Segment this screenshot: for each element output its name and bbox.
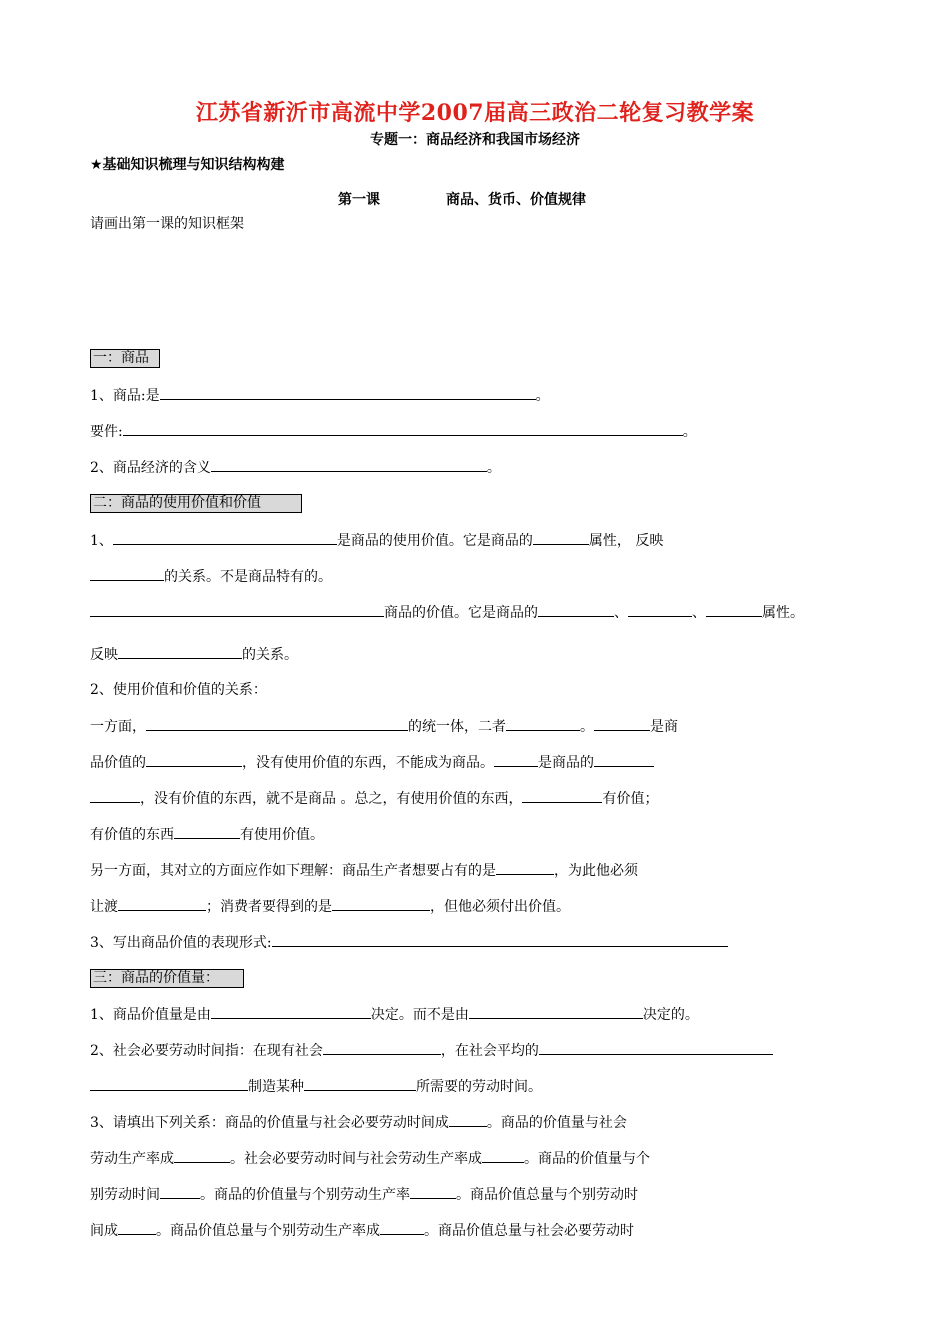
text: ，为此他必须 bbox=[554, 863, 638, 879]
line-relationship-2 bbox=[90, 752, 654, 773]
blank-field[interactable] bbox=[538, 602, 614, 617]
line-magnitude-5 bbox=[90, 1148, 650, 1169]
line-magnitude-3 bbox=[90, 1076, 542, 1097]
text: 的关系。不是商品特有的。 bbox=[164, 569, 332, 585]
blank-field[interactable] bbox=[539, 1040, 773, 1055]
text: 。 bbox=[486, 460, 501, 476]
line-relationship-title: 2、使用价值和价值的关系： bbox=[90, 682, 267, 698]
line-value-2 bbox=[90, 644, 298, 665]
text: 。 bbox=[535, 388, 550, 404]
blank-field[interactable] bbox=[628, 602, 692, 617]
line-relationship-4 bbox=[90, 824, 324, 845]
blank-field[interactable] bbox=[332, 896, 430, 911]
line-relationship-1 bbox=[90, 716, 678, 737]
text: 属性， 反映 bbox=[588, 533, 664, 549]
blank-field[interactable] bbox=[522, 788, 602, 803]
text: 是商 bbox=[650, 719, 678, 735]
blank-field[interactable] bbox=[174, 1148, 230, 1163]
line-use-value-2 bbox=[90, 566, 332, 587]
section-1-header bbox=[90, 348, 160, 368]
blank-field[interactable] bbox=[380, 1220, 424, 1235]
text: 决定。而不是由 bbox=[370, 1007, 469, 1023]
blank-field[interactable] bbox=[174, 824, 240, 839]
text: 。商品价值总量与个别劳动时 bbox=[456, 1187, 638, 1203]
text: 3、请填出下列关系：商品的价值量与社会必要劳动时间成 bbox=[90, 1115, 449, 1131]
text: 、 bbox=[614, 605, 628, 621]
line-magnitude-7 bbox=[90, 1220, 634, 1241]
text: 所需要的劳动时间。 bbox=[416, 1079, 542, 1095]
line-magnitude-2 bbox=[90, 1040, 773, 1061]
lesson-number: 第一课 bbox=[338, 192, 380, 208]
text: 让渡 bbox=[90, 899, 118, 915]
blank-field[interactable] bbox=[449, 1112, 487, 1127]
blank-field[interactable] bbox=[469, 1004, 643, 1019]
text: 劳动生产率成 bbox=[90, 1151, 174, 1167]
text: ，在社会平均的 bbox=[440, 1043, 539, 1059]
text: 决定的。 bbox=[642, 1007, 699, 1023]
line-magnitude-1 bbox=[90, 1004, 699, 1025]
section-3-header bbox=[90, 968, 244, 988]
blank-field[interactable] bbox=[410, 1184, 456, 1199]
blank-field[interactable] bbox=[160, 1184, 200, 1199]
text: 1、商品:是 bbox=[90, 388, 160, 404]
section-3-label: 三：商品的价值量： bbox=[90, 969, 244, 988]
blank-field[interactable] bbox=[90, 788, 140, 803]
blank-field[interactable] bbox=[118, 896, 206, 911]
blank-field[interactable] bbox=[494, 752, 538, 767]
text: 另一方面，其对立的方面应作如下理解：商品生产者想要占有的是 bbox=[90, 863, 496, 879]
text: 1、 bbox=[90, 533, 113, 549]
text: 的统一体，二者 bbox=[408, 719, 506, 735]
text: 1、商品价值量是由 bbox=[90, 1007, 211, 1023]
text: 3、写出商品价值的表现形式: bbox=[90, 935, 272, 951]
text: 有价值； bbox=[602, 791, 659, 807]
text: 。 bbox=[682, 424, 697, 440]
line-use-value bbox=[90, 530, 663, 551]
text: 。 bbox=[580, 719, 594, 735]
text: 有使用价值。 bbox=[240, 827, 324, 843]
text: ，但他必须付出价值。 bbox=[430, 899, 570, 915]
text: 。社会必要劳动时间与社会劳动生产率成 bbox=[230, 1151, 482, 1167]
blank-field[interactable] bbox=[146, 752, 242, 767]
text: 品价值的 bbox=[90, 755, 146, 771]
blank-field[interactable] bbox=[113, 530, 337, 545]
text: 商品的价值。它是商品的 bbox=[384, 605, 538, 621]
text: 一方面， bbox=[90, 719, 146, 735]
blank-field[interactable] bbox=[118, 644, 242, 659]
lesson-topic: 商品、货币、价值规律 bbox=[446, 192, 586, 208]
text: 是商品的 bbox=[538, 755, 594, 771]
line-value bbox=[90, 602, 804, 623]
line-value-form bbox=[90, 932, 728, 953]
text: 。商品价值总量与社会必要劳动时 bbox=[424, 1223, 634, 1239]
blank-field[interactable] bbox=[506, 716, 580, 731]
blank-field[interactable] bbox=[146, 716, 408, 731]
blank-field[interactable] bbox=[118, 1220, 156, 1235]
text: 。商品的价值量与社会 bbox=[486, 1115, 627, 1131]
section-2-label: 二：商品的使用价值和价值 bbox=[90, 494, 302, 513]
blank-field[interactable] bbox=[496, 860, 554, 875]
line-relationship-3 bbox=[90, 788, 658, 809]
section-heading: ★基础知识梳理与知识结构构建 bbox=[90, 157, 285, 173]
text: ，没有价值的东西，就不是商品 。总之，有使用价值的东西， bbox=[140, 791, 523, 807]
blank-field[interactable] bbox=[90, 1076, 248, 1091]
text: 的关系。 bbox=[242, 647, 298, 663]
line-economy-def bbox=[90, 457, 501, 478]
blank-field[interactable] bbox=[211, 1004, 371, 1019]
blank-field[interactable] bbox=[594, 752, 654, 767]
framework-prompt: 请画出第一课的知识框架 bbox=[90, 216, 244, 232]
text: 是商品的使用价值。它是商品的 bbox=[336, 533, 533, 549]
text: ；消费者要得到的是 bbox=[206, 899, 332, 915]
blank-field[interactable] bbox=[482, 1148, 524, 1163]
blank-field[interactable] bbox=[304, 1076, 416, 1091]
section-1-label: 一：商品 bbox=[90, 349, 160, 368]
text: 别劳动时间 bbox=[90, 1187, 160, 1203]
blank-field[interactable] bbox=[211, 457, 487, 472]
text: 属性。 bbox=[762, 605, 804, 621]
document-title: 江苏省新沂市高流中学2007届高三政治二轮复习教学案 bbox=[195, 100, 755, 126]
text: 。商品的价值量与个 bbox=[524, 1151, 650, 1167]
lesson-title bbox=[338, 189, 586, 209]
blank-field[interactable] bbox=[90, 602, 384, 617]
text: ，没有使用价值的东西，不能成为商品。 bbox=[242, 755, 494, 771]
line-relationship-5 bbox=[90, 860, 638, 881]
blank-field[interactable] bbox=[272, 932, 728, 947]
blank-field[interactable] bbox=[123, 421, 683, 436]
text: 2、商品经济的含义 bbox=[90, 460, 211, 476]
text: 。商品的价值量与个别劳动生产率 bbox=[200, 1187, 410, 1203]
text: 要件: bbox=[90, 424, 123, 440]
blank-field[interactable] bbox=[594, 716, 650, 731]
line-magnitude-6 bbox=[90, 1184, 638, 1205]
text: 有价值的东西 bbox=[90, 827, 174, 843]
blank-field[interactable] bbox=[90, 566, 164, 581]
blank-field[interactable] bbox=[160, 385, 536, 400]
text: 间成 bbox=[90, 1223, 118, 1239]
line-relationship-6 bbox=[90, 896, 570, 917]
line-commodity-def bbox=[90, 385, 550, 406]
text: 反映 bbox=[90, 647, 118, 663]
section-2-header bbox=[90, 493, 302, 513]
line-requirements bbox=[90, 421, 697, 442]
text: 。商品价值总量与个别劳动生产率成 bbox=[156, 1223, 380, 1239]
document-subtitle: 专题一：商品经济和我国市场经济 bbox=[370, 132, 580, 148]
text: 、 bbox=[692, 605, 706, 621]
text: 制造某种 bbox=[248, 1079, 304, 1095]
blank-field[interactable] bbox=[533, 530, 589, 545]
blank-field[interactable] bbox=[706, 602, 762, 617]
blank-field[interactable] bbox=[323, 1040, 441, 1055]
line-magnitude-4 bbox=[90, 1112, 627, 1133]
text: 2、社会必要劳动时间指：在现有社会 bbox=[90, 1043, 323, 1059]
